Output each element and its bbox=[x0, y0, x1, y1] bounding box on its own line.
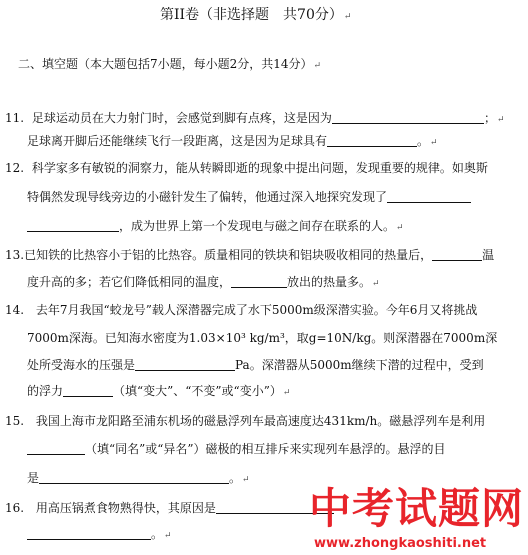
q15-line-3 bbox=[27, 470, 250, 488]
q13-line-1 bbox=[5, 247, 494, 263]
q14-text-d: Pa。深潜器从5000m继续下潜的过程中，受到 bbox=[235, 358, 484, 372]
q12-blank-2[interactable] bbox=[27, 218, 119, 232]
q13-text-a: 已知铁的比热容小于铝的比热容。质量相同的铁块和铝块吸收相同的热量后， bbox=[24, 248, 433, 262]
q13-blank-2[interactable] bbox=[231, 274, 287, 288]
q11-text-b: ； bbox=[483, 111, 496, 125]
q11-line-1 bbox=[5, 110, 505, 128]
q16-line-1 bbox=[5, 500, 334, 516]
q14-text-a: 去年7月我国“蛟龙号”载人深潜器完成了水下5000m级深潜实验。今年6月又将挑战 bbox=[35, 303, 478, 317]
q16-text-a: 用高压锅煮食物熟得快，其原因是 bbox=[35, 501, 216, 515]
return-icon: ↵ bbox=[164, 531, 172, 541]
q12-text-c: ，成为世界上第一个发现电与磁之间存在联系的人。 bbox=[119, 219, 396, 233]
q14-number: 14. bbox=[5, 303, 25, 317]
watermark-url: www.zhongkaoshiti.net bbox=[314, 536, 487, 551]
q12-number: 12. bbox=[5, 161, 25, 175]
q13-number: 13. bbox=[5, 248, 25, 262]
return-icon: ↵ bbox=[496, 115, 505, 125]
q14-text-f: （填“变大”、“不变”或“变小”） bbox=[113, 384, 282, 398]
q16-number: 16. bbox=[5, 501, 25, 515]
q15-text-a: 我国上海市龙阳路至浦东机场的磁悬浮列车最高速度达431km/h。磁悬浮列车是利用 bbox=[35, 414, 486, 428]
q15-line-2 bbox=[27, 441, 446, 457]
q15-text-e: 。 bbox=[229, 471, 242, 485]
q14-text-b: 7000m深海。已知海水密度为1.03×10³ kg/m³，取g=10N/kg。则深潜器在7000m深 bbox=[27, 331, 498, 345]
q11-text-d: 。 bbox=[417, 134, 430, 148]
q16-text-b: 。 bbox=[151, 527, 164, 541]
q14-line-4 bbox=[27, 383, 290, 401]
q16-blank-2[interactable] bbox=[27, 526, 151, 540]
section-heading-text: 二、填空题（本大题包括7小题，每小题2分，共14分） bbox=[18, 57, 313, 71]
q11-text-a: 足球运动员在大力射门时，会感觉到脚有点疼，这是因为 bbox=[31, 111, 332, 125]
q11-blank-1[interactable] bbox=[332, 110, 484, 124]
q13-text-b: 温 bbox=[482, 248, 495, 262]
page-title bbox=[160, 7, 351, 25]
return-icon: ↵ bbox=[343, 12, 352, 22]
q13-text-d: 放出的热量多。 bbox=[287, 275, 372, 289]
q14-line-3 bbox=[27, 357, 484, 373]
q15-text-b: （填“同名”或“异名”）磁极的相互排斥来实现列车悬浮的。悬浮的目 bbox=[85, 442, 446, 456]
section-heading bbox=[18, 56, 321, 74]
return-icon: ↵ bbox=[242, 475, 250, 485]
q11-line-2 bbox=[27, 133, 438, 151]
q15-number: 15. bbox=[5, 414, 25, 428]
q14-text-e: 的浮力 bbox=[27, 384, 64, 398]
q14-blank-2[interactable] bbox=[63, 383, 113, 397]
q15-text-d: 是 bbox=[27, 471, 40, 485]
q14-line-1 bbox=[5, 302, 477, 318]
q12-text-b: 特偶然发现导线旁边的小磁针发生了偏转，他通过深入地探究发现了 bbox=[27, 190, 388, 204]
q12-line-2 bbox=[27, 189, 471, 205]
q13-text-c: 度升高的多；若它们降低相同的温度， bbox=[27, 275, 232, 289]
return-icon: ↵ bbox=[430, 138, 438, 148]
q12-line-1 bbox=[5, 160, 488, 176]
return-icon: ↵ bbox=[313, 61, 322, 71]
q12-blank-1[interactable] bbox=[387, 189, 471, 203]
q11-text-c: 足球离开脚后还能继续飞行一段距离，这是因为足球具有 bbox=[27, 134, 328, 148]
title-text: 第II卷（非选择题 共70分） bbox=[160, 7, 343, 23]
q13-line-2 bbox=[27, 274, 380, 292]
q14-line-2 bbox=[27, 330, 497, 346]
return-icon: ↵ bbox=[372, 279, 380, 289]
return-icon: ↵ bbox=[396, 223, 404, 233]
q11-blank-2[interactable] bbox=[327, 133, 417, 147]
watermark-logo: 中考试题网 bbox=[309, 484, 525, 533]
q11-number: 11. bbox=[5, 111, 25, 125]
q15-blank-2[interactable] bbox=[39, 470, 229, 484]
q12-line-3 bbox=[27, 218, 404, 236]
q16-line-2 bbox=[27, 526, 172, 544]
q14-text-c: 处所受海水的压强是 bbox=[27, 358, 136, 372]
q13-blank-1[interactable] bbox=[432, 247, 482, 261]
q15-line-1 bbox=[5, 413, 485, 429]
q14-blank-1[interactable] bbox=[135, 357, 235, 371]
return-icon: ↵ bbox=[282, 388, 291, 398]
q12-text-a: 科学家多有敏锐的洞察力，能从转瞬即逝的现象中提出问题，发现重要的规律。如奥斯 bbox=[31, 161, 488, 175]
q15-blank-1[interactable] bbox=[27, 441, 85, 455]
